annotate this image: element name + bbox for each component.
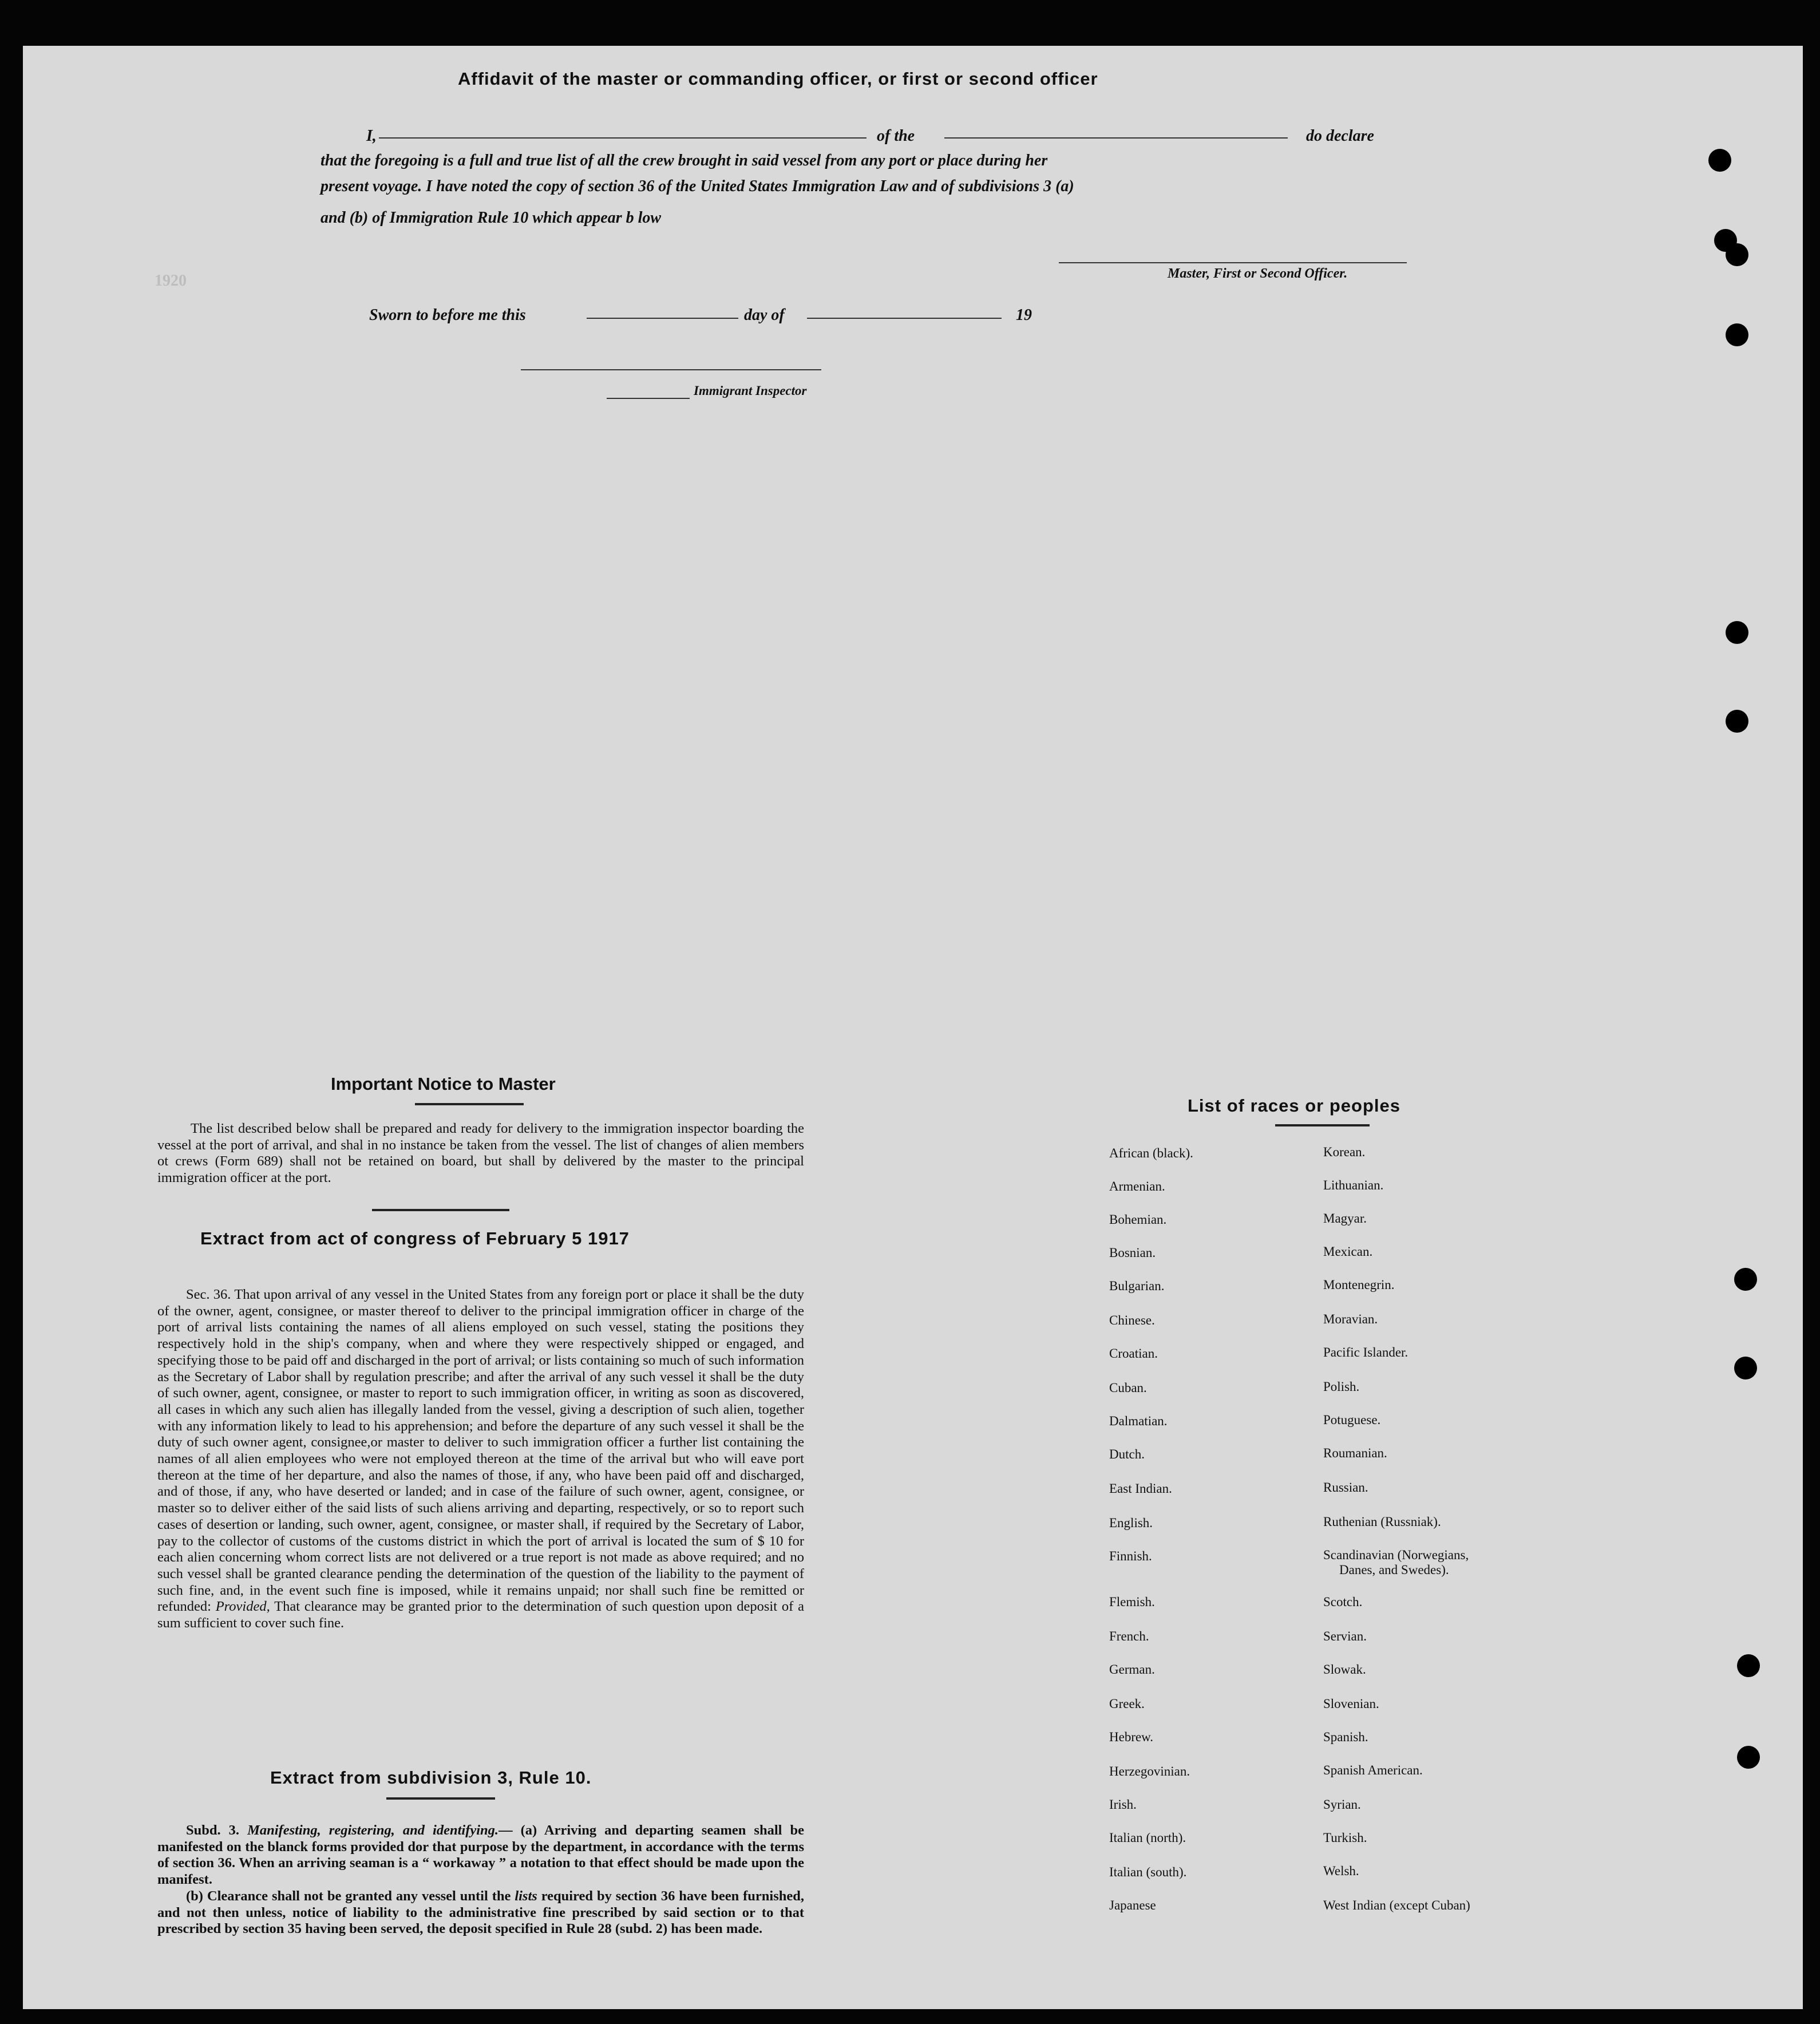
race-left-item: Dutch.: [1109, 1447, 1145, 1461]
race-right-item: Danes, and Swedes).: [1339, 1563, 1449, 1577]
affidavit-title: Affidavit of the master or commanding officer, or first or second officer: [458, 69, 1098, 89]
race-left-item: Croatian.: [1109, 1346, 1158, 1361]
race-right-item: Potuguese.: [1323, 1413, 1381, 1427]
race-left-item: Bosnian.: [1109, 1246, 1156, 1260]
race-left-item: East Indian.: [1109, 1481, 1172, 1496]
race-right-item: Scandinavian (Norwegians,: [1323, 1548, 1469, 1562]
race-left-item: Greek.: [1109, 1697, 1145, 1711]
notice-title: Important Notice to Master: [331, 1074, 556, 1094]
race-left-item: Japanese: [1109, 1898, 1156, 1912]
race-right-item: Welsh.: [1323, 1864, 1359, 1878]
race-right-item: Montenegrin.: [1323, 1278, 1395, 1292]
race-right-item: Russian.: [1323, 1480, 1368, 1495]
extract-rule-text: [157, 1823, 804, 1938]
race-left-item: Italian (north).: [1109, 1831, 1186, 1845]
bleedthrough-stamp: 1920: [155, 272, 187, 290]
races-title-rule: [1275, 1124, 1370, 1126]
sworn-year-label: 19: [1016, 306, 1032, 324]
master-signature-field[interactable]: [1059, 262, 1407, 263]
binder-hole: [1726, 621, 1748, 644]
inspector-signature-field-top[interactable]: [521, 369, 821, 370]
extract-rule-title: Extract from subdivision 3, Rule 10.: [270, 1768, 592, 1788]
race-left-item: Chinese.: [1109, 1313, 1155, 1327]
race-right-item: Ruthenian (Russniak).: [1323, 1515, 1441, 1529]
affidavit-line4: and (b) of Immigration Rule 10 which appear b low: [321, 209, 662, 227]
race-right-item: Korean.: [1323, 1145, 1366, 1159]
race-left-item: English.: [1109, 1516, 1153, 1530]
extract-rule-rule: [386, 1797, 495, 1800]
affidavit-line2: that the foregoing is a full and true list of all the crew brought in said vessel from any port or place during her: [321, 152, 1048, 169]
sworn-day-label: day of: [744, 306, 785, 324]
race-left-item: Armenian.: [1109, 1179, 1165, 1193]
race-left-item: Irish.: [1109, 1797, 1137, 1812]
affidavit-line3: present voyage. I have noted the copy of section 36 of the United States Immigration Law and of subdivisions 3 (a): [321, 177, 1074, 195]
binder-hole: [1726, 243, 1748, 266]
affidavit-line1-suffix: do declare: [1306, 127, 1374, 145]
subd-title: Manifesting, registering, and identifying.: [247, 1823, 499, 1838]
affidavit-line1-prefix: I,: [366, 127, 377, 145]
race-right-item: Turkish.: [1323, 1831, 1367, 1845]
binder-hole: [1708, 149, 1731, 172]
sworn-prefix: Sworn to before me this: [369, 306, 526, 324]
document-page: [23, 46, 1803, 2009]
race-right-item: Roumanian.: [1323, 1446, 1387, 1460]
race-right-item: Syrian.: [1323, 1797, 1361, 1812]
extract-act-text: [157, 1287, 804, 1632]
notice-rule: [372, 1209, 509, 1211]
sworn-month-field[interactable]: [807, 318, 1002, 319]
subd-label: Subd. 3.: [186, 1823, 240, 1838]
sworn-day-field[interactable]: [587, 318, 738, 319]
race-right-item: Pacific Islander.: [1323, 1345, 1408, 1359]
race-left-item: Hebrew.: [1109, 1730, 1154, 1744]
race-right-item: Spanish.: [1323, 1730, 1368, 1744]
race-left-item: French.: [1109, 1629, 1149, 1643]
race-left-item: Bulgarian.: [1109, 1279, 1165, 1293]
race-right-item: Slovenian.: [1323, 1697, 1379, 1711]
affidavit-line1-of: of the: [877, 127, 915, 145]
race-right-item: Moravian.: [1323, 1312, 1378, 1326]
race-right-item: Spanish American.: [1323, 1763, 1423, 1777]
race-right-item: Lithuanian.: [1323, 1178, 1384, 1192]
race-left-item: German.: [1109, 1662, 1155, 1677]
notice-text: The list described below shall be prepared and ready for delivery to the immigration inspector boarding the vessel at the port of arrival, and shal in no instance be taken from the vessel. The list of changes of alien members ot crews (Form 689) shall not be retained on board, but shall by delivered by the master to the principal immigration officer at the port.: [157, 1121, 804, 1186]
subd-b-text-1: Clearance shall not be granted any vessel until the: [207, 1888, 511, 1904]
race-right-item: West Indian (except Cuban): [1323, 1898, 1470, 1912]
subd-a-mark: — (a): [498, 1823, 537, 1838]
race-right-item: Scotch.: [1323, 1595, 1363, 1609]
binder-hole: [1734, 1357, 1757, 1379]
affidavit-vessel-field[interactable]: [944, 137, 1288, 139]
binder-hole: [1726, 710, 1748, 733]
inspector-signature-field[interactable]: [607, 398, 690, 399]
subd-b-text-2: required by section 36 have been furnished, and not then unless, notice of liability to the administrative fine prescribed by said section or to that prescribed by section 35 having been served, the deposit specified in Rule 28 (subd. 2) has been made.: [157, 1888, 805, 1937]
race-left-item: Herzegovinian.: [1109, 1764, 1190, 1778]
subd-a-text: Arriving and departing seamen shall be manifested on the blanck forms provided dor that purpose by the department, in accordance with the terms of section 36. When an arriving seaman is a “ workaway ” a notation to that effect should be made upon the manifest.: [157, 1823, 804, 1888]
inspector-label: Immigrant Inspector: [694, 384, 807, 398]
race-right-item: Mexican.: [1323, 1244, 1373, 1259]
race-right-item: Magyar.: [1323, 1211, 1367, 1226]
extract-act-title: Extract from act of congress of February 5 1917: [200, 1228, 630, 1248]
races-title: List of races or peoples: [1188, 1096, 1400, 1116]
binder-hole: [1737, 1746, 1760, 1769]
race-left-item: Italian (south).: [1109, 1865, 1187, 1879]
subd-b-mark: (b): [186, 1888, 203, 1904]
race-left-item: Dalmatian.: [1109, 1414, 1168, 1428]
affidavit-name-field[interactable]: [379, 137, 867, 139]
race-left-item: Finnish.: [1109, 1549, 1152, 1563]
provided-keyword: Provided,: [215, 1599, 270, 1615]
race-left-item: African (black).: [1109, 1146, 1193, 1160]
section-36-text: That upon arrival of any vessel in the United States from any foreign port or place it shall be the duty of the owner, agent, consignee, or master thereof to deliver to the principal immigration officer in charge of the port of arrival lists containing the names of all aliens employed on such vessel, stating the positions they respectively hold in the ship's company, when and where they were respectively shipped or engaged, and specifying those to be paid off and discharged in the port of arrival; or lists containing so much of such information as the Secretary of Labor shall by regulation prescribe; and after the arrival of any such vessel it shall be the duty of such owner, agent, consignee, or master to report to such immigration officer, in writing as soon as discovered, all cases in which any such alien has illegally landed from the vessel, giving a description of such alien, together with any information likely to lead to his apprehension; and before the departure of any such vessel it shall be the duty of such owner agent, consignee,or master to deliver to such immigration officer a further list containing the names of all alien employees who were not employed thereon at the time of the arrival but who will eave port thereon at the time of her departure, and also the names of those, if any, who have been paid off and discharged, and of those, if any, who have deserted or landed; and in case of the failure of such owner, agent, consignee, or master so to deliver either of the said lists of such aliens arriving and departing, respectively, or so to report such cases of desertion or landing, such owner, agent, consignee, or master shall, if required by the Secretary of Labor, pay to the collector of customs of the customs district in which the port of arrival is located the sum of $ 10 for each alien concerning whom correct lists are not delivered or a true report is not made as above required; and no such vessel shall be granted clearance pending the determination of the question of the liability to the payment of such fine, and, in the event such fine is imposed, while it remains unpaid; nor shall such fine be remitted or refunded:: [157, 1287, 804, 1615]
section-label: Sec. 36.: [186, 1287, 231, 1302]
master-signature-label: Master, First or Second Officer.: [1168, 266, 1348, 281]
notice-title-rule: [415, 1103, 524, 1105]
binder-hole: [1734, 1268, 1757, 1291]
race-left-item: Bohemian.: [1109, 1212, 1167, 1227]
race-right-item: Slowak.: [1323, 1662, 1366, 1677]
race-right-item: Servian.: [1323, 1629, 1367, 1643]
race-left-item: Cuban.: [1109, 1381, 1147, 1395]
subd-b-lists: lists: [515, 1888, 537, 1904]
binder-hole: [1726, 323, 1748, 346]
section-36-text-end: That clearance may be granted prior to the determination of such question upon deposit of a sum sufficient to cover such fine.: [157, 1599, 804, 1631]
race-left-item: Flemish.: [1109, 1595, 1155, 1609]
race-right-item: Polish.: [1323, 1379, 1360, 1394]
binder-hole: [1737, 1654, 1760, 1677]
